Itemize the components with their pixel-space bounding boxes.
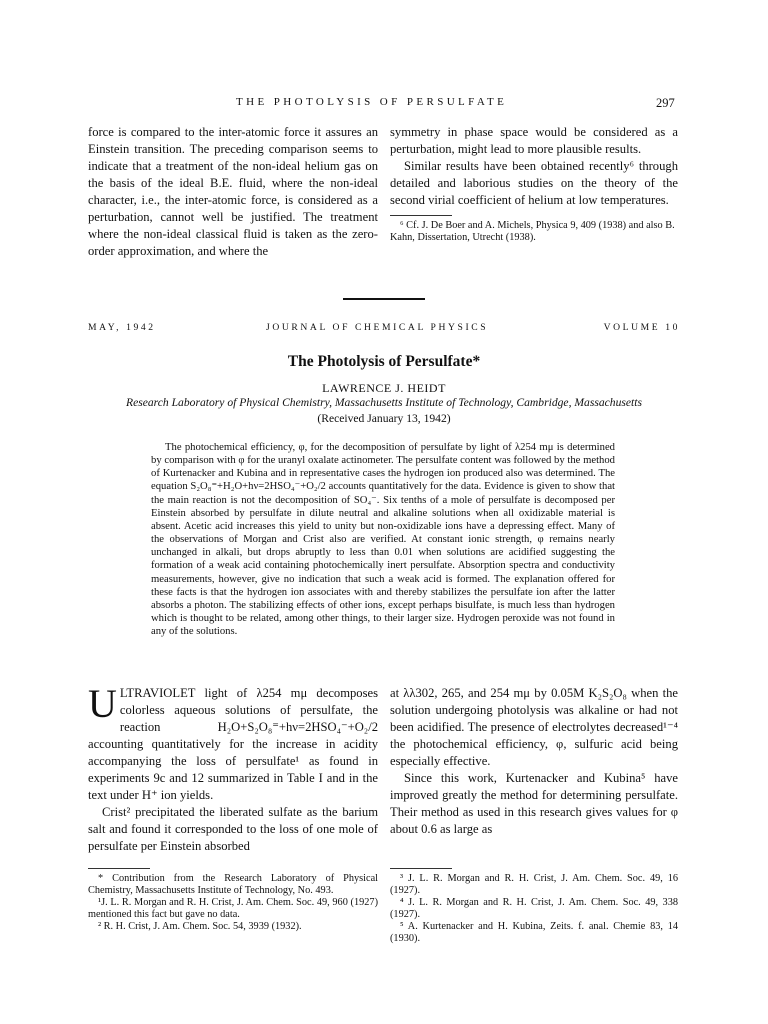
footnote-rule (390, 215, 452, 216)
paragraph: symmetry in phase space would be considered as a perturbation, might lead to more plausible results. (390, 125, 678, 156)
body-left-column (88, 681, 378, 855)
paragraph: force is compared to the inter-atomic force it assures an Einstein transition. The preceding comparison seems to indicate that a treatment of the non-ideal helium gas on the basis of the ideal B.E. fluid, where the non-ideal character, i.e., the inter-atomic force, is considered as a perturbation, cannot well be justified. The treatment where the non-ideal classical fluid is taken as the zero-order approximation, and where the (88, 125, 378, 258)
footnote: ⁶ Cf. J. De Boer and A. Michels, Physica 9, 409 (1938) and also B. Kahn, Dissertation, Utrecht (1938). (390, 220, 675, 243)
volume: VOLUME 10 (603, 322, 680, 333)
paragraph: Crist² precipitated the liberated sulfate as the barium salt and found it corresponded to the loss of one mole of persulfate per Einstein absorbed (88, 805, 378, 853)
paragraph: at λλ302, 265, and 254 mμ by 0.05M K₂S₂O₈ when the solution undergoing photolysis was alkaline or had not been acidified. The presence of electrolytes decreased¹⁻⁴ the photochemical efficiency, φ, sulfuric acid being especially effective. (390, 686, 678, 768)
article-title: The Photolysis of Persulfate* (287, 353, 481, 370)
received-date: (Received January 13, 1942) (317, 412, 451, 425)
abstract: The photochemical efficiency, φ, for the decomposition of persulfate by light of λ254 mμ is determined by comparison with φ for the uranyl oxalate actinometer. The persulfate content was followed by the method of Kurtenacker and Kubina and in representative cases the hydrogen ion produced also was determined. The equation S₂O₈⁼+H₂O+hν=2HSO₄⁻+O₂/2 accounts quantitatively for the data. Evidence is given to show that the main reaction is not the decomposition of SO₄⁻. Six tenths of a mole of persulfate is decomposed per Einstein absorbed by persulfate in dilute neutral and alkaline solutions when all oxidizable material is absent. Acetic acid increases this yield to unity but non-oxidizable ions have a depressing effect. Many of the observations of Morgan and Crist also are verified. At constant ionic strength, φ remains nearly unchanged in alkali, but drops abruptly to less than 0.01 when solutions are acidified suggesting the formation of a weak acid containing photochemically inert persulfate. Absorption spectra and conductivity measurements, however, give no indication that such a weak acid is formed. The explanation offered for these facts is that the hydrogen ion associates with and thereby stabilizes the persulfate ion after the latter absorbs a photon. The stabilizing effects of other ions, except perhaps bisulfate, is much less than hydrogen which is thought to be related, among other things, to their larger size. Hydrogen peroxide was not found in any of the solutions. (151, 442, 615, 638)
body-right-column (390, 685, 678, 838)
footnote: ¹J. L. R. Morgan and R. H. Crist, J. Am. Chem. Soc. 49, 960 (1927) mentioned this fact but gave no data. (88, 897, 378, 920)
paragraph: Since this work, Kurtenacker and Kubina⁵ have improved greatly the method for determining persulfate. Their method as used in this research gives values for φ about 0.6 as large as (390, 771, 678, 836)
footnote: ⁴ J. L. R. Morgan and R. H. Crist, J. Am. Chem. Soc. 49, 338 (1927). (390, 897, 678, 920)
footnote: * Contribution from the Research Laboratory of Physical Chemistry, Massachusetts Institute of Technology, No. 493. (88, 873, 378, 896)
footnotes-right (390, 868, 678, 945)
author: LAWRENCE J. HEIDT (322, 381, 446, 395)
running-title: THE PHOTOLYSIS OF PERSULFATE (236, 96, 508, 108)
journal-name: JOURNAL OF CHEMICAL PHYSICS (266, 322, 489, 333)
footnote: ⁵ A. Kurtenacker and H. Kubina, Zeits. f. anal. Chemie 83, 14 (1930). (390, 921, 678, 944)
affiliation: Research Laboratory of Physical Chemistry, Massachusetts Institute of Technology, Cambridge, Massachusetts (126, 396, 642, 409)
article-divider (343, 298, 425, 300)
issue-date: MAY, 1942 (88, 322, 156, 333)
previous-article-right-column (390, 124, 678, 244)
paragraph-text: LTRAVIOLET light of λ254 mμ decomposes colorless aqueous solutions of persulfate, the reaction H₂O+S₂O₈⁼+hν=2HSO₄⁻+O₂/2 accounting quantitatively for the increase in acidity accompanying the loss of persulfate¹ as found in experiments 9c and 12 summarized in Table I and in the text under H⁺ ion yields. (88, 686, 378, 802)
footnote-rule (390, 868, 452, 869)
page-number: 297 (656, 96, 675, 110)
journal-line (88, 322, 680, 336)
footnote-rule (88, 868, 150, 869)
drop-cap: U (88, 681, 117, 726)
footnotes-left (88, 868, 378, 933)
paragraph: Similar results have been obtained recently⁶ through detailed and laborious studies on the theory of the second virial coefficient of helium at low temperatures. (390, 159, 678, 207)
running-head (0, 96, 768, 112)
paragraph (88, 681, 378, 804)
previous-article-left-column (88, 124, 378, 260)
footnote: ³ J. L. R. Morgan and R. H. Crist, J. Am. Chem. Soc. 49, 16 (1927). (390, 873, 678, 896)
footnote: ² R. H. Crist, J. Am. Chem. Soc. 54, 3939 (1932). (98, 921, 302, 932)
